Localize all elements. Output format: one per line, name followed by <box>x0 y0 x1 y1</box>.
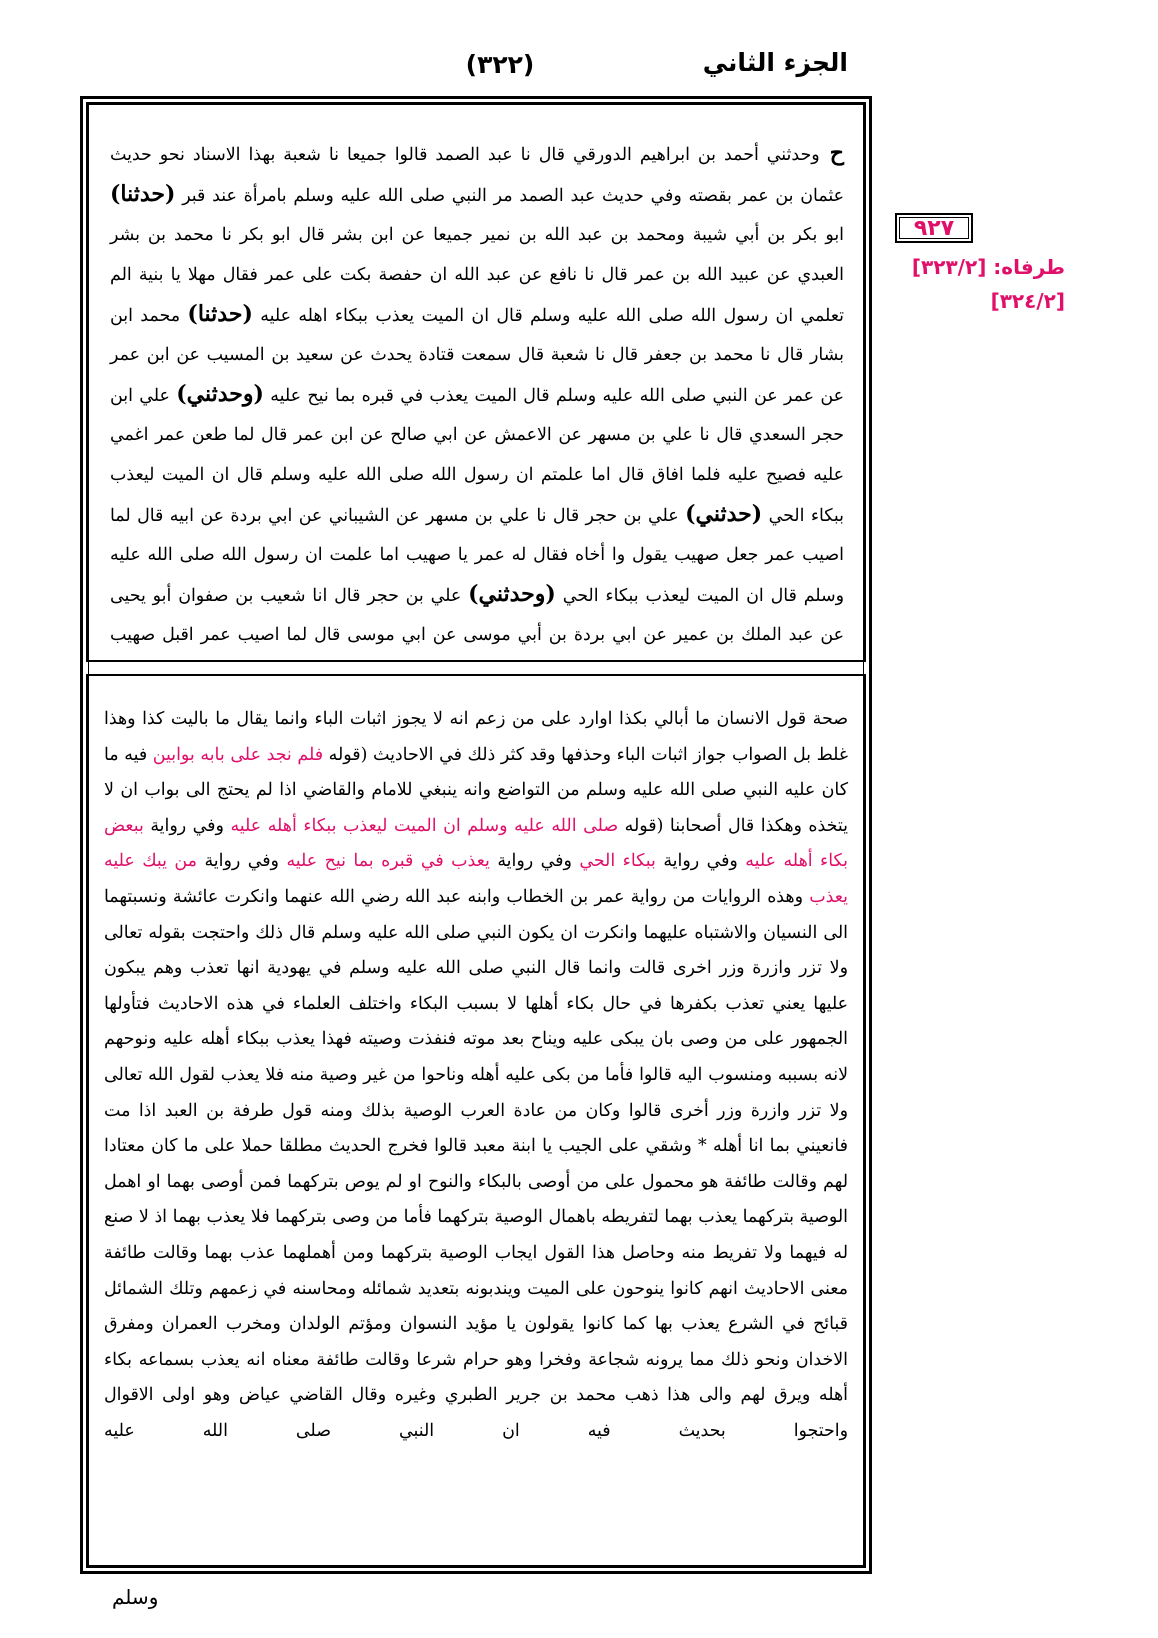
tarafahu-ref: [٣٢٣/٢] <box>911 255 987 279</box>
text-run: علي بن حجر قال انا شعيب بن صفوان أبو يحيى عن عبد الملك بن عمير عن ابي بردة بن أبي موسى عن ابي موسى قال لما اصيب عمر اقبل صهيب <box>110 586 844 646</box>
tarafahu-label: طرفاه: <box>993 255 1065 279</box>
text-run: علي بن حجر قال نا علي بن مسهر عن الشيباني عن ابي بردة عن ابيه قال لما اصيب عمر جعل صهيب يقول وا أخاه فقال له عمر يا صهيب اما علمت ان رسول الله صلى الله عليه وسلم قال ان الميت ليعذب ببكاء الحي <box>110 505 844 607</box>
quoted-matn: ببعض بكاء أهله عليه <box>104 815 848 872</box>
tarafahu-line-1 <box>895 250 1065 284</box>
matn-text <box>110 134 844 656</box>
matn-box <box>86 102 866 662</box>
text-run: وحدثني أحمد بن ابراهيم الدورقي قال نا عبد الصمد قالوا جميعا نا شعبة بهذا الاسناد نحو حديث عثمان بن عمر بقصته وفي حديث عبد الصمد مر النبي صلى الله عليه وسلم بامرأة عند قبر <box>110 145 844 207</box>
text-run: وفي رواية <box>655 851 746 872</box>
part-title: الجزء الثاني <box>702 48 848 77</box>
text-run: وفي رواية <box>143 815 231 836</box>
text-run: وفي رواية <box>489 851 580 872</box>
page-number: (٣٢٢) <box>465 50 535 79</box>
chain-keyword: (حدثنا) <box>187 300 253 327</box>
text-run: صحة قول الانسان ما أبالي بكذا اوارد على من زعم انه لا يجوز اثبات الباء وانما يقال ما باليت كذا وهذا غلط بل الصواب جواز اثبات الباء وحذفها وقد كثر ذلك في الاحاديث (قوله <box>104 709 848 765</box>
chain-keyword: ح <box>819 140 844 166</box>
text-run: محمد ابن بشار قال نا محمد بن جعفر قال نا شعبة قال سمعت قتادة يحدث عن سعيد بن المسيب عن ابن عمر عن عمر عن النبي صلى الله عليه وسلم قال الميت يعذب في قبره بما نيح عليه <box>110 305 844 407</box>
sharh-text <box>104 702 848 1449</box>
hadith-number: ٩٢٧ <box>899 217 969 239</box>
tarafahu-line-2 <box>895 284 1065 318</box>
chain-keyword: (حدثنا) <box>110 181 176 208</box>
chain-keyword: (وحدثني) <box>176 381 264 408</box>
quoted-matn: فلم نجد على بابه بوابين <box>152 744 324 765</box>
text-run: علي ابن حجر السعدي قال نا علي بن مسهر عن الاعمش عن ابي صالح عن ابن عمر قال لما طعن عمر اغمي عليه فصيح عليه فلما افاق قال اما علمتم ان رسول الله صلى الله عليه وسلم قال ان الميت ليعذب ببكاء الحي <box>110 386 845 526</box>
quoted-matn: من يبك عليه يعذب <box>104 851 848 907</box>
text-run: وهذه الروايات من رواية عمر بن الخطاب وابنه عبد الله رضي الله عنهما وانكرت عائشة ونسبتهما الى النسيان والاشتباه عليهما وانكرت ان يكون النبي صلى الله عليه وسلم قال ذلك واحتجت بقوله تعالى ولا تزر وازرة وزر اخرى قالت وانما قال النبي صلى الله عليه وسلم في يهودية انها تعذب وهم يبكون عليها يعني تعذب بكفرها في حال بكاء أهلها لا بسبب البكاء واختلف العلماء في هذه الاحاديث فتأولها الجمهور على من وصى بان يبكى عليه ويناح بعد موته فنفذت وصيته فهذا يعذب ببكاء أهله عليه ونوحهم لانه بسببه ومنسوب اليه قالوا فأما من بكى عليه أهله وناحوا من غير وصية منه فلا يعذب لقول الله تعالى ولا تزر وازرة وزر أخرى قالوا وكان من عادة العرب الوصية بذلك ومنه قول طرفة بن العبد اذا مت فانعيني بما انا أهله * وشقي على الجيب يا ابنة معبد قالوا فخرج الحديث مطلقا حملا على ما كان معتادا لهم وقالت طائفة هو محمول على من أوصى بالبكاء والنوح او لم يوص بتركهما فمن أوصى بهما او اهمل الوصية بتركهما يعذب بهما لتفريطه باهمال الوصية بتركهما فأما من وصى بتركهما فلا يعذب بهما اذ لا صنع له فيهما ولا تفريط منه وحاصل هذا القول ايجاب الوصية بتركهما ومن أهملهما عذب بهما وقالت طائفة معنى الاحاديث انهم كانوا ينوحون على الميت ويندبونه بتعديد شمائله ومحاسنه في زعمهم وتلك الشمائل قبائح في الشرع يعذب بها كما كانوا يقولون يا مؤيد النسوان ومؤتم الولدان ومخرب العمران ومفرق الاخدان ونحو ذلك مما يرونه شجاعة وفخرا وهو حرام شرعا وقالت طائفة معناه انه يعذب بسماعه بكاء أهله ويرق لهم والى هذا ذهب محمد بن جرير الطبري وغيره وقال القاضي عياض وهو اولى الاقوال واحتجوا بحديث فيه ان النبي صلى الله عليه <box>104 886 849 1441</box>
text-run: فيه ما كان عليه النبي صلى الله عليه وسلم من التواضع وانه ينبغي للامام والقاضي اذا لم يحتج الى بواب ان لا يتخذه وهكذا قال أصحابنا (قوله <box>104 744 848 836</box>
hadith-number-box <box>895 213 973 243</box>
quoted-matn: يعذب في قبره بما نيح عليه <box>286 851 490 872</box>
chain-keyword: (وحدثني) <box>468 581 556 608</box>
quoted-matn: ببكاء الحي <box>579 851 656 872</box>
text-frame <box>80 96 872 1574</box>
sharh-box <box>86 674 866 1568</box>
catchword: وسلم <box>112 1585 159 1609</box>
quoted-matn: صلى الله عليه وسلم ان الميت ليعذب ببكاء أهله عليه <box>230 815 619 836</box>
chain-keyword: (حدثني) <box>685 500 763 527</box>
text-run: ابو بكر بن أبي شيبة ومحمد بن عبد الله بن نمير جميعا عن ابن بشر قال ابو بكر نا محمد بن بشر العبدي عن عبيد الله بن عمر قال نا نافع عن عبد الله ان حفصة بكت على عمر فقال مهلا يا بنية الم تعلمي ان رسول الله صلى الله عليه وسلم قال ان الميت يعذب ببكاء اهله عليه <box>110 225 844 326</box>
text-run: وفي رواية <box>196 851 287 872</box>
tarafahu-block <box>895 250 1065 318</box>
tarafahu-ref: [٣٢٤/٢] <box>990 289 1065 313</box>
